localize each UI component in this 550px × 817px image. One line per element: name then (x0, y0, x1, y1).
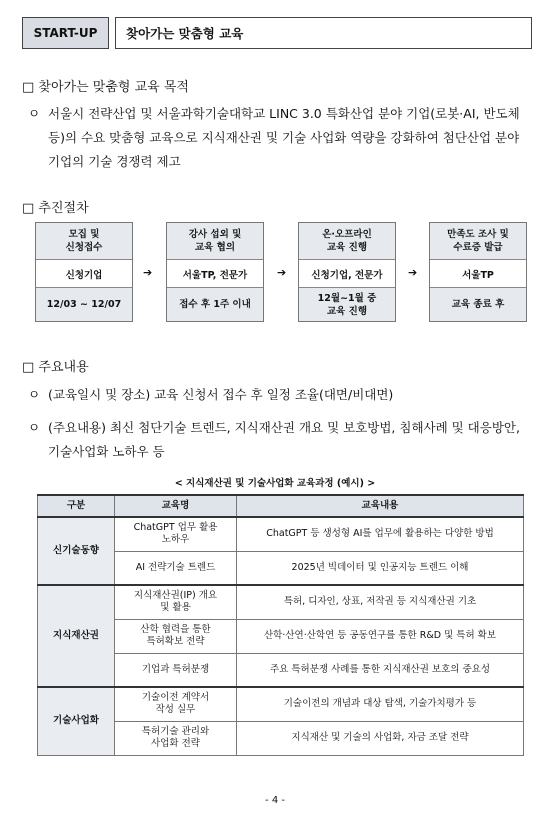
table-row (38, 687, 524, 721)
arrow-icon: ➔ (143, 266, 153, 279)
section-content-title: □ 주요내용 (22, 360, 89, 375)
header-tag: START-UP (22, 17, 109, 49)
course-content: 산학·산연·산학연 등 공동연구를 통한 R&D 및 특허 확보 (237, 619, 524, 653)
process-step-1 (35, 222, 133, 322)
content-bullet-2 (28, 416, 534, 464)
step-when: 접수 후 1주 이내 (167, 288, 263, 321)
content-text-1: (교육일시 및 장소) 교육 신청서 접수 후 일정 조율(대면/비대면) (48, 387, 394, 402)
course-name: AI 전략기술 트렌드 (115, 551, 237, 585)
step-title: 강사 섭외 및 교육 협의 (167, 223, 263, 260)
course-name: 지식재산권(IP) 개요 및 활용 (115, 585, 237, 619)
course-content: 주요 특허분쟁 사례를 통한 지식재산권 보호의 중요성 (237, 653, 524, 687)
course-name: 특허기술 관리와 사업화 전략 (115, 721, 237, 755)
bullet-mark: ㅇ (28, 106, 41, 121)
step-who: 신청기업, 전문가 (299, 260, 395, 288)
step-who: 신청기업 (36, 260, 132, 288)
step-title: 온·오프라인 교육 진행 (299, 223, 395, 260)
content-bullet-1 (28, 383, 534, 407)
header-content: 교육내용 (237, 495, 524, 517)
page-number: - 4 - (265, 795, 285, 806)
content-text-2: (주요내용) 최신 첨단기술 트렌드, 지식재산권 개요 및 보호방법, 침해사례 및 대응방안, 기술사업화 노하우 등 (48, 420, 520, 459)
header-category: 구분 (38, 495, 115, 517)
course-name: 기업과 특허분쟁 (115, 653, 237, 687)
course-name: ChatGPT 업무 활용 노하우 (115, 517, 237, 551)
table-row (38, 517, 524, 551)
category-cell: 기술사업화 (38, 687, 115, 755)
step-when: 12/03 ~ 12/07 (36, 288, 132, 321)
category-cell: 지식재산권 (38, 585, 115, 687)
course-name: 기술이전 계약서 작성 실무 (115, 687, 237, 721)
step-title: 만족도 조사 및 수료증 발급 (430, 223, 526, 260)
curriculum-table (37, 494, 524, 756)
step-who: 서울TP, 전문가 (167, 260, 263, 288)
process-step-4 (429, 222, 527, 322)
category-cell: 신기술동향 (38, 517, 115, 585)
page-header (22, 17, 532, 49)
course-content: 2025년 빅데이터 및 인공지능 트렌드 이해 (237, 551, 524, 585)
purpose-bullet (28, 102, 534, 174)
step-title: 모집 및 신청접수 (36, 223, 132, 260)
section-purpose-title: □ 찾아가는 맞춤형 교육 목적 (22, 80, 189, 95)
header-name: 교육명 (115, 495, 237, 517)
course-content: 특허, 디자인, 상표, 저작권 등 지식재산권 기초 (237, 585, 524, 619)
process-flow (35, 222, 527, 322)
section-process-title: □ 추진절차 (22, 201, 89, 216)
process-step-3 (298, 222, 396, 322)
course-content: 지식재산 및 기술의 사업화, 자금 조달 전략 (237, 721, 524, 755)
course-content: ChatGPT 등 생성형 AI를 업무에 활용하는 다양한 방법 (237, 517, 524, 551)
course-content: 기술이전의 개념과 대상 탐색, 기술가치평가 등 (237, 687, 524, 721)
arrow-icon: ➔ (408, 266, 418, 279)
course-name: 산학 협력을 통한 특허확보 전략 (115, 619, 237, 653)
table-header-row (38, 495, 524, 517)
step-when: 교육 종료 후 (430, 288, 526, 321)
table-row (38, 585, 524, 619)
arrow-icon: ➔ (277, 266, 287, 279)
table-caption: < 지식재산권 및 기술사업화 교육과정 (예시) > (174, 478, 376, 489)
process-step-2 (166, 222, 264, 322)
header-title: 찾아가는 맞춤형 교육 (115, 17, 532, 49)
bullet-mark: ㅇ (28, 420, 41, 435)
step-when: 12월~1월 중 교육 진행 (299, 288, 395, 321)
purpose-text: 서울시 전략산업 및 서울과학기술대학교 LINC 3.0 특화산업 분야 기업(로봇·AI, 반도체 등)의 수요 맞춤형 교육으로 지식재산권 및 기술 사업화 역량을 강화하여 첨단산업 분야 기업의 기술 경쟁력 제고 (48, 106, 520, 169)
bullet-mark: ㅇ (28, 387, 41, 402)
step-who: 서울TP (430, 260, 526, 288)
